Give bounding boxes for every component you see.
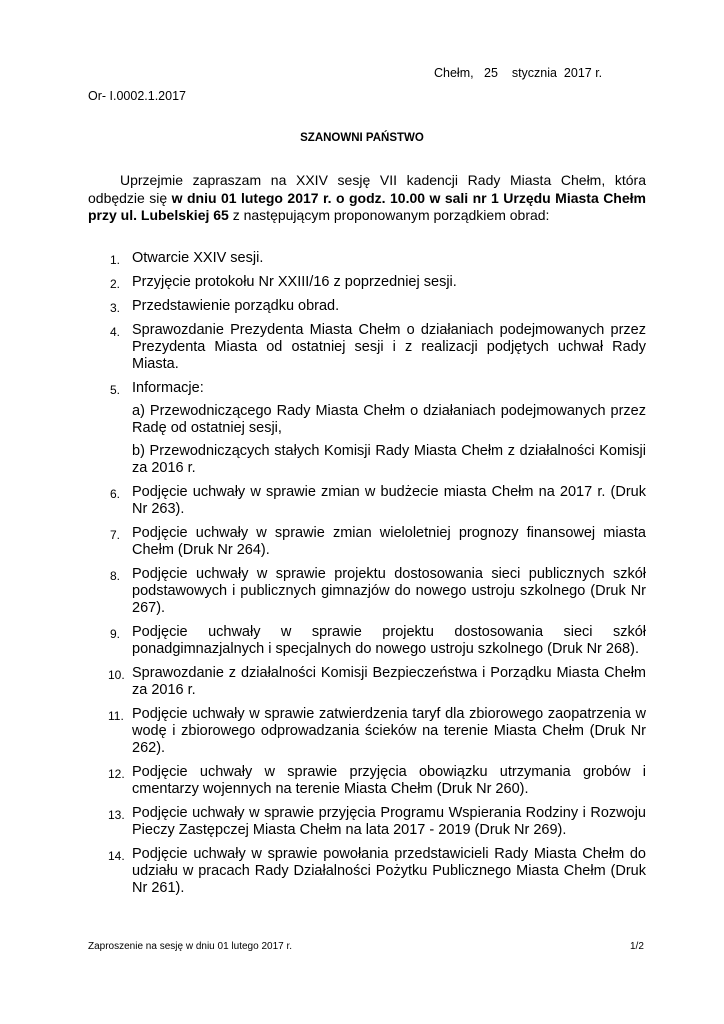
- agenda-item: [88, 706, 646, 757]
- agenda-item-number: 2.: [110, 277, 121, 291]
- agenda-item-number: 11.: [108, 709, 124, 723]
- agenda-item: [88, 322, 646, 373]
- agenda-item-text: Informacje:: [132, 380, 204, 396]
- agenda-item: [88, 484, 646, 518]
- agenda-item: [88, 380, 646, 477]
- agenda-item: [88, 764, 646, 798]
- agenda-item-text: Podjęcie uchwały w sprawie powołania przedstawicieli Rady Miasta Chełm do udziału w pracach Rady Działalności Pożytku Publicznego Miasta Chełm (Druk Nr 261).: [132, 846, 646, 896]
- intro-text-end: z następującym proponowanym porządkiem obrad:: [228, 207, 550, 223]
- agenda-list: [88, 250, 646, 904]
- agenda-subitem: b) Przewodniczących stałych Komisji Rady Miasta Chełm z działalności Komisji za 2016 r.: [132, 443, 646, 476]
- month-year: stycznia 2017 r.: [511, 66, 603, 80]
- agenda-item-number: 9.: [110, 627, 121, 641]
- agenda-item: [88, 665, 646, 699]
- agenda-item-number: 4.: [110, 325, 121, 339]
- agenda-item-number: 13.: [108, 808, 125, 822]
- agenda-item-text: Sprawozdanie Prezydenta Miasta Chełm o działaniach podejmowanych przez Prezydenta Miasta od ostatniej sesji i z realizacji podjętych uchwał Rady Miasta.: [132, 322, 646, 372]
- agenda-item-text: Podjęcie uchwały w sprawie zmian wieloletniej prognozy finansowej miasta Chełm (Druk Nr 264).: [132, 525, 646, 558]
- agenda-item-number: 7.: [110, 528, 121, 542]
- agenda-item: [88, 566, 646, 617]
- agenda-item-number: 8.: [110, 569, 121, 583]
- intro-paragraph: [88, 172, 646, 225]
- intro-bold: w dniu 01 lutego 2017 r. o godz. 10.00 w sali nr 1 Urzędu Miasta Chełm przy ul. Lubelskiej 65: [88, 189, 646, 223]
- agenda-item-text: Podjęcie uchwały w sprawie przyjęcia Programu Wspierania Rodziny i Rozwoju Pieczy Zastępczej Miasta Chełm na lata 2017 - 2019 (Druk Nr 269).: [132, 805, 646, 838]
- city: Chełm,: [434, 66, 474, 80]
- agenda-item-number: 6.: [110, 487, 121, 501]
- agenda-item-text: Przyjęcie protokołu Nr XXIII/16 z poprzedniej sesji.: [132, 274, 457, 290]
- reference-number: Or- I.0002.1.2017: [88, 89, 186, 103]
- agenda-subitem: a) Przewodniczącego Rady Miasta Chełm o działaniach podejmowanych przez Radę od ostatniej sesji,: [132, 403, 646, 436]
- agenda-item-number: 12.: [108, 767, 125, 781]
- intro-text: Uprzejmie zapraszam na XXIV sesję VII kadencji Rady Miasta Chełm, która odbędzie się: [88, 172, 646, 206]
- agenda-item-text: Podjęcie uchwały w sprawie zmian w budżecie miasta Chełm na 2017 r. (Druk Nr 263).: [132, 484, 646, 517]
- agenda-item: [88, 250, 646, 267]
- agenda-item-number: 3.: [110, 301, 121, 315]
- agenda-item-number: 1.: [110, 253, 121, 267]
- agenda-item: [88, 274, 646, 291]
- agenda-item-number: 14.: [108, 849, 125, 863]
- agenda-item: [88, 805, 646, 839]
- agenda-item-text: Podjęcie uchwały w sprawie zatwierdzenia taryf dla zbiorowego zaopatrzenia w wodę i zbiorowego odprowadzania ścieków na terenie Miasta Chełm (Druk Nr 262).: [132, 706, 646, 756]
- date-line: [434, 66, 602, 80]
- agenda-item-number: 10.: [108, 668, 125, 682]
- agenda-item-text: Otwarcie XXIV sesji.: [132, 250, 264, 266]
- agenda-item-number: 5.: [110, 383, 121, 397]
- agenda-item-text: Sprawozdanie z działalności Komisji Bezpieczeństwa i Porządku Miasta Chełm za 2016 r.: [132, 665, 646, 698]
- agenda-item: [88, 525, 646, 559]
- agenda-item-text: Przedstawienie porządku obrad.: [132, 298, 340, 314]
- page-number: 1/2: [630, 941, 644, 952]
- document-title: SZANOWNI PAŃSTWO: [300, 132, 424, 144]
- agenda-item-text: Podjęcie uchwały w sprawie projektu dostosowania sieci szkół ponadgimnazjalnych i specjalnych do nowego ustroju szkolnego (Druk Nr 268).: [132, 624, 646, 657]
- footer-text: Zaproszenie na sesję w dniu 01 lutego 2017 r.: [88, 941, 293, 952]
- agenda-item: [88, 846, 646, 897]
- agenda-item-text: Podjęcie uchwały w sprawie przyjęcia obowiązku utrzymania grobów i cmentarzy wojennych na terenie Miasta Chełm (Druk Nr 260).: [132, 764, 646, 797]
- agenda-item: [88, 624, 646, 658]
- agenda-item-text: Podjęcie uchwały w sprawie projektu dostosowania sieci publicznych szkół podstawowych i publicznych gimnazjów do nowego ustroju szkolnego (Druk Nr 267).: [132, 566, 646, 616]
- agenda-item: [88, 298, 646, 315]
- day: 25: [484, 66, 498, 80]
